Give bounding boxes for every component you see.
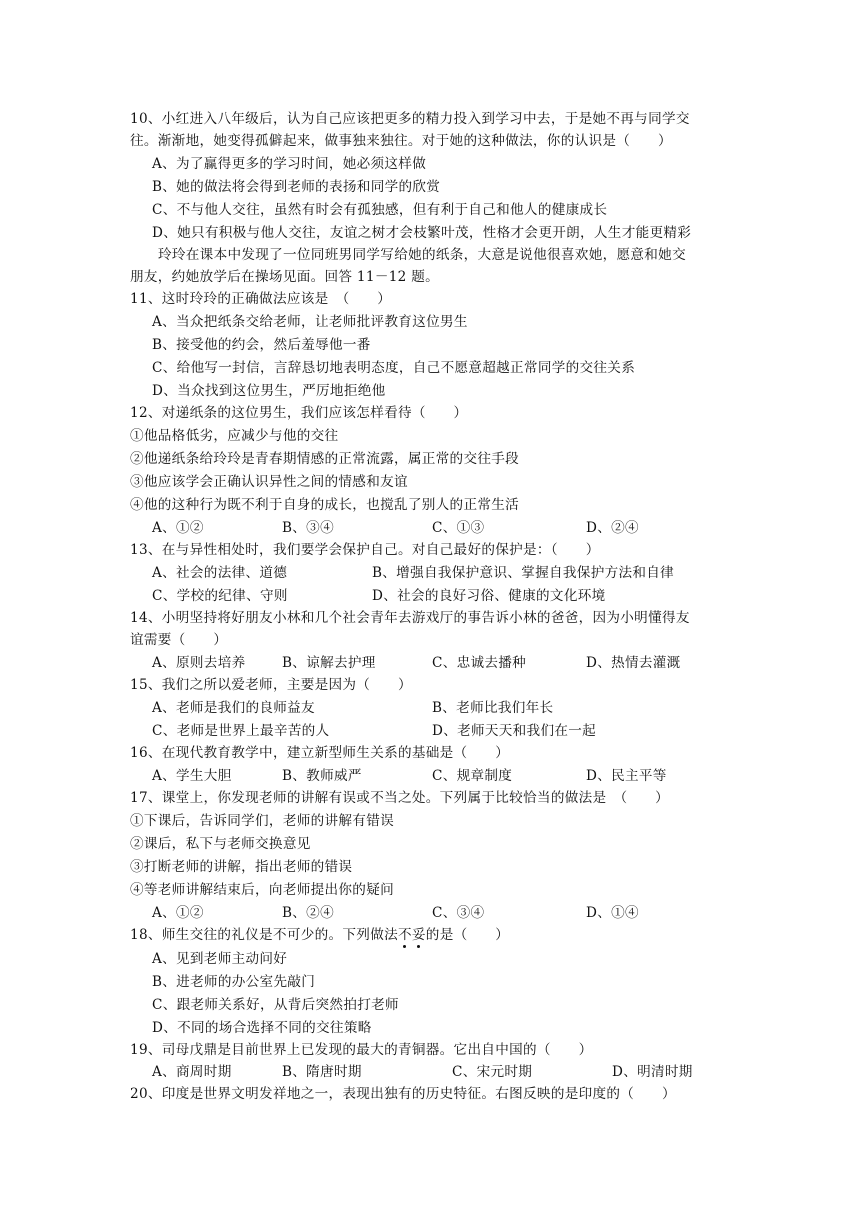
q18-option-c: C、跟老师关系好，从背后突然拍打老师 [152, 997, 399, 1013]
q18-option-b: B、进老师的办公室先敲门 [152, 974, 316, 990]
q17-stem: 17、课堂上，你发现老师的讲解有误或不当之处。下列属于比较恰当的做法是 （ ） [130, 790, 670, 806]
q19-stem: 19、司母戊鼎是目前世界上已发现的最大的青铜器。它出自中国的（ ） [130, 1042, 593, 1058]
q15-option-b: B、老师比我们年长 [432, 700, 554, 716]
q16-option-a: A、学生大胆 [152, 768, 232, 784]
q14-option-b: B、谅解去护理 [282, 655, 376, 671]
q13-option-b: B、增强自我保护意识、掌握自我保护方法和自律 [372, 565, 675, 581]
q19-option-d: D、明清时期 [612, 1064, 693, 1080]
q12-option-b: B、③④ [282, 520, 334, 536]
q15-option-d: D、老师天天和我们在一起 [432, 723, 597, 739]
q15-option-c: C、老师是世界上最辛苦的人 [152, 723, 330, 739]
q17-statement-4: ④等老师讲解结束后，向老师提出你的疑问 [130, 882, 394, 898]
q12-statement-2: ②他递纸条给玲玲是青春期情感的正常流露，属正常的交往手段 [130, 451, 520, 467]
q16-option-c: C、规章制度 [432, 768, 513, 784]
q18-stem-pre: 18、师生交往的礼仪是不可少的。下列做法 [130, 927, 398, 943]
q18-emphasis-char-1: 不 [397, 927, 412, 943]
q12-statement-3: ③他应该学会正确认识异性之间的情感和友谊 [130, 474, 408, 490]
q14-option-d: D、热情去灌溉 [586, 655, 681, 671]
q13-stem: 13、在与异性相处时，我们要学会保护自己。对自己最好的保护是：（ ） [130, 542, 600, 558]
q12-stem: 12、对递纸条的这位男生，我们应该怎样看待（ ） [130, 405, 468, 421]
q18-option-d: D、不同的场合选择不同的交往策略 [152, 1020, 372, 1036]
q14-option-a: A、原则去培养 [152, 655, 246, 671]
q13-option-c: C、学校的纪律、守则 [152, 588, 288, 604]
q11-stem: 11、这时玲玲的正确做法应该是 （ ） [130, 291, 392, 307]
q11-option-a: A、当众把纸条交给老师，让老师批评教育这位男生 [152, 314, 468, 330]
q10-option-a: A、为了赢得更多的学习时间，她必须这样做 [152, 156, 427, 172]
q18-option-a: A、见到老师主动问好 [152, 951, 288, 967]
q15-stem: 15、我们之所以爱老师，主要是因为（ ） [130, 677, 412, 693]
q12-statement-1: ①他品格低劣，应减少与他的交往 [130, 428, 339, 444]
q16-stem: 16、在现代教育教学中，建立新型师生关系的基础是（ ） [130, 745, 510, 761]
q17-option-a: A、①② [152, 905, 204, 921]
q10-stem-line2: 往。渐渐地，她变得孤僻起来，做事独来独往。对于她的这种做法，你的认识是（ ） [130, 133, 672, 149]
q11-option-b: B、接受他的约会，然后羞辱他一番 [152, 337, 371, 353]
q13-option-a: A、社会的法律、道德 [152, 565, 288, 581]
q18-stem-post: 的是（ ） [425, 927, 510, 943]
q18-stem [130, 926, 509, 944]
q12-option-d: D、②④ [586, 520, 639, 536]
q19-option-b: B、隋唐时期 [282, 1064, 362, 1080]
q16-option-b: B、教师威严 [282, 768, 362, 784]
q11-option-d: D、当众找到这位男生，严厉地拒绝他 [152, 383, 386, 399]
passage-line2: 朋友，约她放学后在操场见面。回答 11－12 题。 [130, 269, 440, 285]
q17-option-d: D、①④ [586, 905, 639, 921]
q12-statement-4: ④他的这种行为既不利于自身的成长，也搅乱了别人的正常生活 [130, 497, 520, 513]
q19-option-c: C、宋元时期 [452, 1064, 533, 1080]
q10-option-c: C、不与他人交往，虽然有时会有孤独感，但有利于自己和他人的健康成长 [152, 202, 608, 218]
q12-option-c: C、①③ [432, 520, 485, 536]
q11-option-c: C、给他写一封信，言辞恳切地表明态度，自己不愿意超越正常同学的交往关系 [152, 360, 636, 376]
q18-emphasis-char-2: 妥 [411, 927, 426, 943]
q10-stem-line1: 10、小红进入八年级后，认为自己应该把更多的精力投入到学习中去，于是她不再与同学交 [130, 111, 690, 127]
q17-statement-3: ③打断老师的讲解，指出老师的错误 [130, 859, 353, 875]
q19-option-a: A、商周时期 [152, 1064, 232, 1080]
q14-stem-line2: 谊需要（ ） [130, 632, 228, 648]
q14-stem-line1: 14、小明坚持将好朋友小林和几个社会青年去游戏厅的事告诉小林的爸爸，因为小明懂得友 [130, 610, 690, 626]
q15-option-a: A、老师是我们的良师益友 [152, 700, 315, 716]
passage-line1: 玲玲在课本中发现了一位同班男同学写给她的纸条，大意是说他很喜欢她，愿意和她交 [158, 247, 686, 263]
q10-option-d: D、她只有积极与他人交往，友谊之树才会枝繁叶茂，性格才会更开朗，人生才能更精彩 [152, 225, 692, 241]
q13-option-d: D、社会的良好习俗、健康的文化环境 [372, 588, 606, 604]
q17-statement-2: ②课后，私下与老师交换意见 [130, 836, 311, 852]
q16-option-d: D、民主平等 [586, 768, 667, 784]
q14-option-c: C、忠诚去播种 [432, 655, 527, 671]
q17-statement-1: ①下课后，告诉同学们，老师的讲解有错误 [130, 813, 394, 829]
q17-option-b: B、②④ [282, 905, 334, 921]
q20-stem: 20、印度是世界文明发祥地之一，表现出独有的历史特征。右图反映的是印度的（ ） [130, 1086, 676, 1102]
q10-option-b: B、她的做法将会得到老师的表扬和同学的欣赏 [152, 179, 441, 195]
q17-option-c: C、③④ [432, 905, 485, 921]
q12-option-a: A、①② [152, 520, 204, 536]
